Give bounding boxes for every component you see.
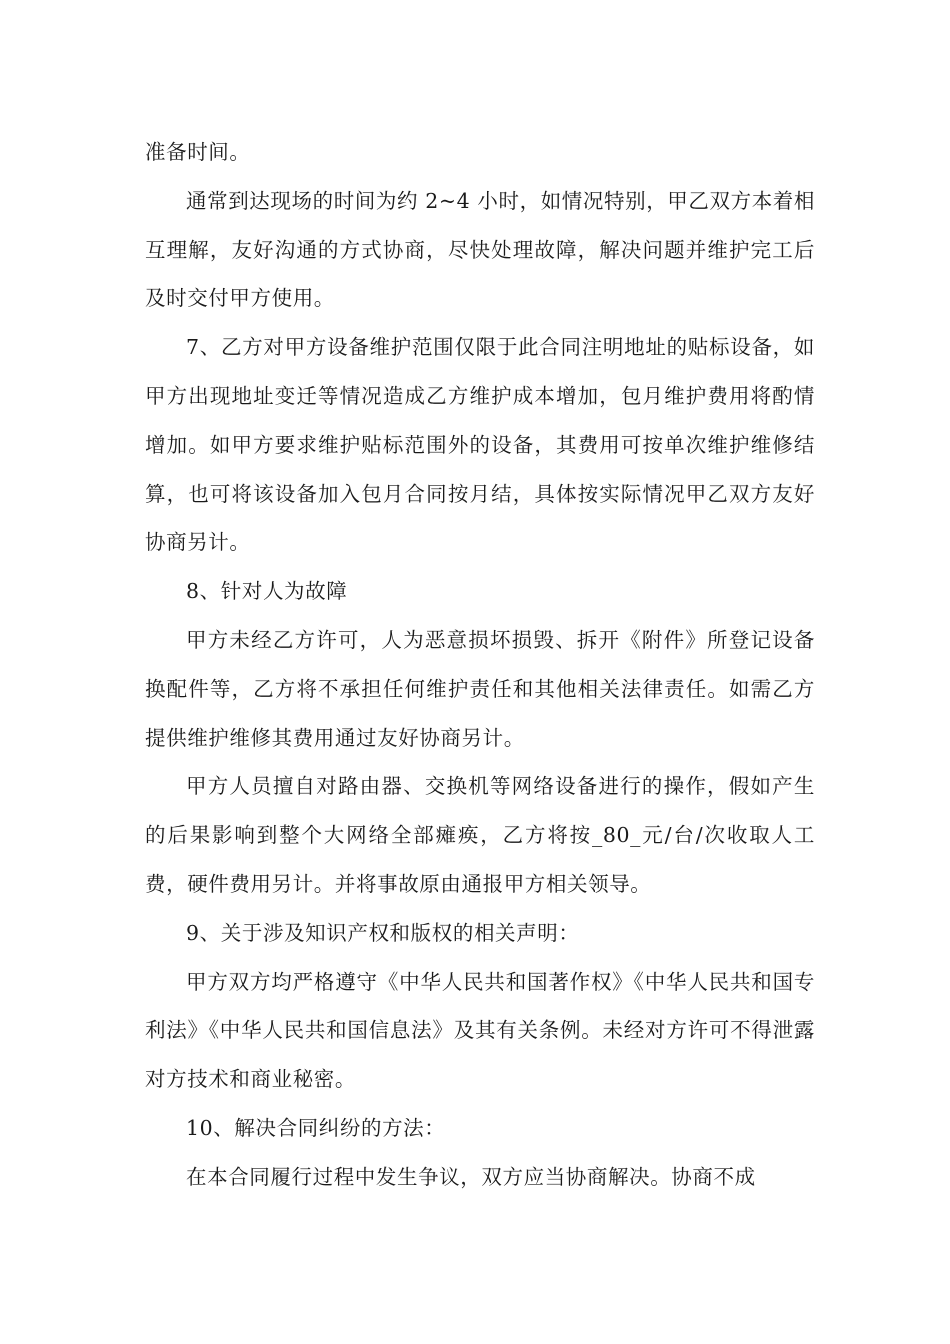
paragraph-arrival-time: 通常到达现场的时间为约 2~4 小时，如情况特别，甲乙双方本着相互理解，友好沟通的方式协商，尽快处理故障，解决问题并维护完工后及时交付甲方使用。: [145, 188, 815, 311]
paragraph-network-operation: 甲方人员擅自对路由器、交换机等网络设备进行的操作，假如产生的后果影响到整个大网络全部瘫痪，乙方将按_80_元/台/次收取人工费，硬件费用另计。并将事故原由通报甲方相关领导。: [145, 774, 815, 896]
paragraph-clause-9-heading: 9、关于涉及知识产权和版权的相关声明：: [186, 920, 580, 945]
document-body: [145, 128, 815, 1202]
paragraph-dispute-resolution: 在本合同履行过程中发生争议，双方应当协商解决。协商不成: [186, 1164, 756, 1189]
paragraph-ip-statement: 甲方双方均严格遵守《中华人民共和国著作权》《中华人民共和国专利法》《中华人民共和国信息法》及其有关条例。未经对方许可不得泄露对方技术和商业秘密。: [145, 969, 815, 1092]
paragraph-clause-10-heading: 10、解决合同纠纷的方法：: [186, 1115, 446, 1140]
paragraph-unauthorized-damage: 甲方未经乙方许可，人为恶意损坏损毁、拆开《附件》所登记设备换配件等，乙方将不承担任何维护责任和其他相关法律责任。如需乙方提供维护维修其费用通过友好协商另计。: [145, 627, 815, 750]
paragraph-clause-8-heading: 8、针对人为故障: [186, 579, 348, 604]
paragraph-continuation: 准备时间。: [145, 140, 251, 164]
paragraph-clause-7: 7、乙方对甲方设备维护范围仅限于此合同注明地址的贴标设备，如甲方出现地址变迁等情况造成乙方维护成本增加，包月维护费用将酌情增加。如甲方要求维护贴标范围外的设备，其费用可按单次维护维修结算，也可将该设备加入包月合同按月结，具体按实际情况甲乙双方友好协商另计。: [145, 335, 815, 555]
